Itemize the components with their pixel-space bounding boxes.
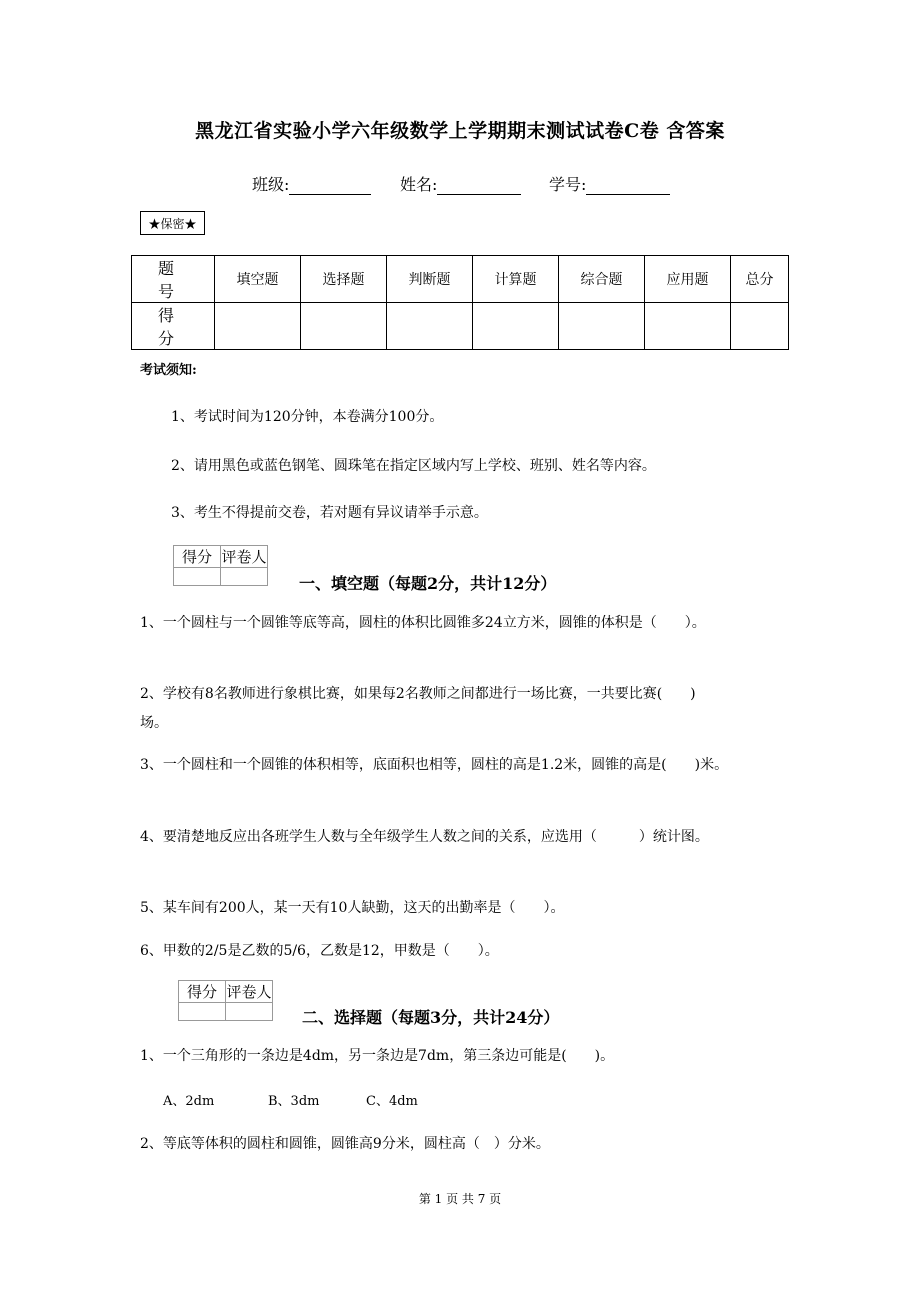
secret-badge: ★保密★ [140,211,205,235]
grader-score-label: 得分 [179,981,226,1003]
question: 3、一个圆柱和一个圆锥的体积相等，底面积也相等，圆柱的高是1.2米，圆锥的高是( )米。 [140,757,729,773]
question: 1、一个圆柱与一个圆锥等底等高，圆柱的体积比圆锥多24立方米，圆锥的体积是（ ）。 [140,615,706,631]
score-header-cell: 计算题 [473,256,559,303]
score-header-cell: 题 号 [132,256,215,303]
score-cell[interactable] [387,303,473,350]
grader-score-label: 得分 [174,546,221,568]
question: 1、一个三角形的一条边是4dm，另一条边是7dm，第三条边可能是( )。 [140,1048,615,1064]
score-cell[interactable] [559,303,645,350]
notice-item: 2、请用黑色或蓝色钢笔、圆珠笔在指定区域内写上学校、班别、姓名等内容。 [171,458,656,474]
score-row-label: 得 分 [132,303,215,350]
option-c: C、4dm [366,1094,418,1109]
score-table [131,255,789,350]
name-field [400,172,521,195]
score-header-cell: 应用题 [645,256,731,303]
score-table-header-row [132,256,789,303]
score-cell[interactable] [731,303,789,350]
grader-reviewer-label: 评卷人 [226,981,273,1003]
class-blank[interactable] [289,176,371,195]
question: 2、学校有8名教师进行象棋比赛，如果每2名教师之间都进行一场比赛，一共要比赛( ) [140,686,696,702]
student-id-field [549,172,670,195]
grader-score-cell[interactable] [179,1003,226,1021]
score-cell[interactable] [473,303,559,350]
score-cell[interactable] [301,303,387,350]
name-label: 姓名: [400,175,438,194]
score-cell[interactable] [645,303,731,350]
notice-item: 1、考试时间为120分钟，本卷满分100分。 [171,409,444,425]
page-footer: 第 1 页 共 7 页 [418,1192,502,1206]
score-header-cell: 总分 [731,256,789,303]
page-title: 黑龙江省实验小学六年级数学上学期期末测试试卷C卷 含答案 [195,120,725,142]
question: 4、要清楚地反应出各班学生人数与全年级学生人数之间的关系，应选用（ ）统计图。 [140,829,709,845]
notice-item: 3、考生不得提前交卷，若对题有异议请举手示意。 [171,505,488,521]
score-header-cell: 选择题 [301,256,387,303]
score-cell[interactable] [215,303,301,350]
section-2-heading: 二、选择题（每题3分，共计24分） [302,1008,560,1027]
score-header-cell: 填空题 [215,256,301,303]
question: 6、甲数的2/5是乙数的5/6，乙数是12，甲数是（ ）。 [140,943,499,959]
option-a: A、2dm [163,1094,215,1109]
score-header-cell: 判断题 [387,256,473,303]
grader-reviewer-cell[interactable] [226,1003,273,1021]
question: 2、等底等体积的圆柱和圆锥，圆锥高9分米，圆柱高（ ）分米。 [140,1136,550,1152]
name-blank[interactable] [437,176,521,195]
class-label: 班级: [252,175,290,194]
grader-reviewer-cell[interactable] [221,568,268,586]
section-1-heading: 一、填空题（每题2分，共计12分） [299,574,557,593]
grader-box [173,545,268,586]
class-field [252,172,371,195]
score-header-cell: 综合题 [559,256,645,303]
id-blank[interactable] [586,176,670,195]
question: 5、某车间有200人，某一天有10人缺勤，这天的出勤率是（ ）。 [140,900,565,916]
notice-heading: 考试须知: [140,363,197,378]
grader-score-cell[interactable] [174,568,221,586]
id-label: 学号: [549,175,587,194]
score-table-score-row [132,303,789,350]
grader-reviewer-label: 评卷人 [221,546,268,568]
option-b: B、3dm [268,1094,320,1109]
question-continued: 场。 [140,715,168,731]
grader-box [178,980,273,1021]
